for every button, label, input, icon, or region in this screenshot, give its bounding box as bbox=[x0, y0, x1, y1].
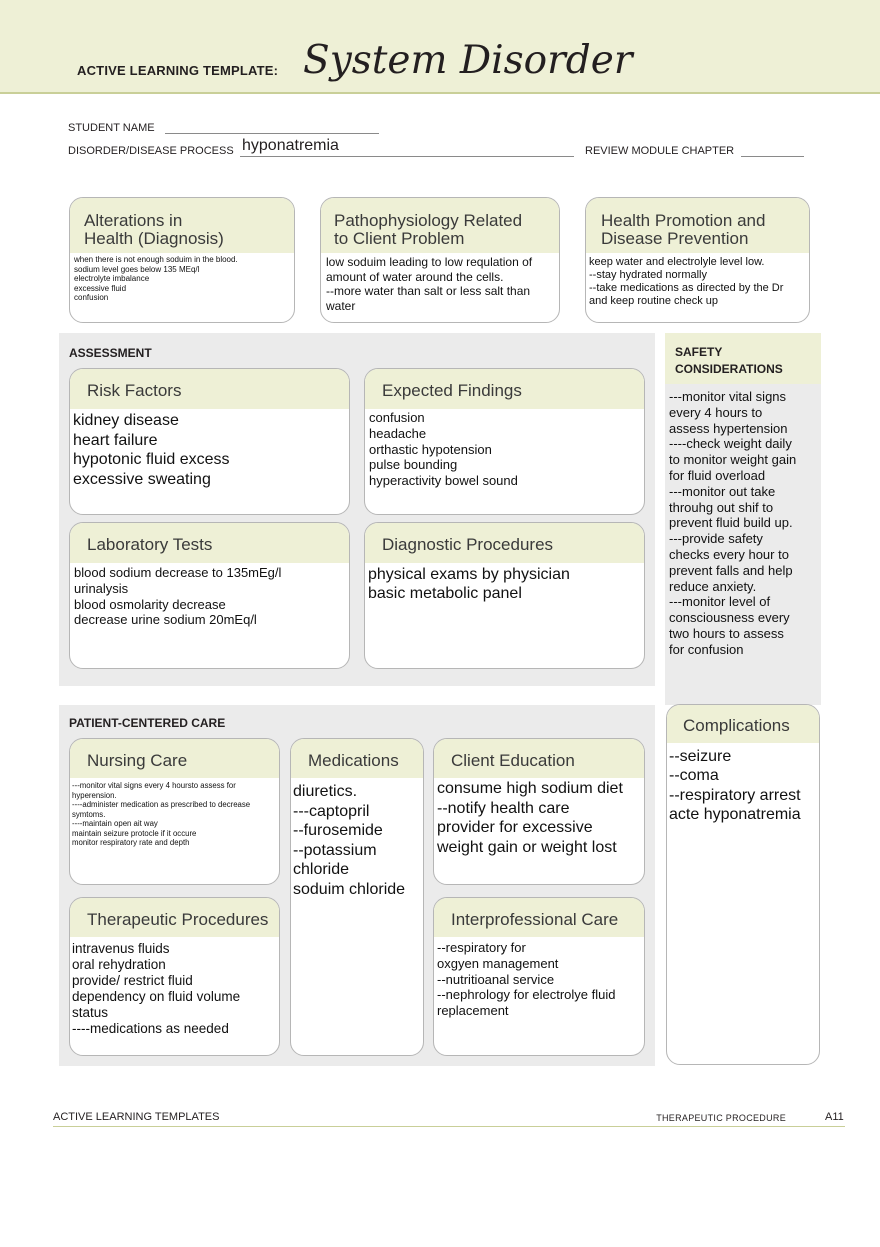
interprofessional-care-text[interactable]: --respiratory for oxgyen management --nutritioanal service --nephrology for electrolye fluid replacement bbox=[437, 940, 616, 1019]
risk-factors-text[interactable]: kidney disease heart failure hypotonic fluid excess excessive sweating bbox=[73, 412, 230, 488]
expected-findings-text[interactable]: confusion headache orthastic hypotension pulse bounding hyperactivity bowel sound bbox=[369, 410, 518, 489]
client-education-title: Client Education bbox=[434, 739, 644, 778]
diagnostic-procedures-text[interactable]: physical exams by physician basic metabolic panel bbox=[368, 566, 570, 602]
assessment-heading: ASSESSMENT bbox=[69, 346, 152, 360]
medications-title: Medications bbox=[291, 739, 423, 778]
header-divider bbox=[0, 92, 880, 94]
medications-box bbox=[290, 738, 424, 1056]
alterations-text[interactable]: when there is not enough soduim in the blood. sodium level goes below 135 MEq/l electrolyte imbalance excessive fluid confusion bbox=[74, 255, 238, 302]
patient-centered-care-heading: PATIENT-CENTERED CARE bbox=[69, 716, 226, 730]
complications-box bbox=[666, 704, 820, 1065]
review-module-line bbox=[741, 156, 804, 157]
disorder-field[interactable]: hyponatremia bbox=[242, 137, 339, 154]
footer-section-label: THERAPEUTIC PROCEDURE bbox=[656, 1113, 786, 1123]
client-education-text[interactable]: consume high sodium diet --notify health care provider for excessive weight gain or weight lost bbox=[437, 780, 623, 856]
alterations-in-health-box bbox=[69, 197, 295, 323]
nursing-care-title: Nursing Care bbox=[70, 739, 279, 778]
disorder-line bbox=[240, 156, 574, 157]
laboratory-tests-text[interactable]: blood sodium decrease to 135mEg/l urinalysis blood osmolarity decrease decrease urine sodium 20mEq/l bbox=[74, 565, 282, 628]
laboratory-tests-box bbox=[69, 522, 350, 669]
expected-findings-box bbox=[364, 368, 645, 515]
therapeutic-procedures-text[interactable]: intravenus fluids oral rehydration provide/ restrict fluid dependency on fluid volume status ----medications as needed bbox=[72, 941, 241, 1036]
interprofessional-care-title: Interprofessional Care bbox=[434, 898, 644, 937]
laboratory-tests-title: Laboratory Tests bbox=[70, 523, 349, 563]
pathophysiology-title: Pathophysiology Related to Client Problem bbox=[321, 198, 559, 253]
client-education-box bbox=[433, 738, 645, 885]
student-name-label: STUDENT NAME bbox=[68, 122, 155, 134]
template-label: ACTIVE LEARNING TEMPLATE: bbox=[77, 63, 279, 78]
medications-text[interactable]: diuretics. ---captopril --furosemide --potassium chloride soduim chloride bbox=[293, 783, 406, 898]
diagnostic-procedures-title: Diagnostic Procedures bbox=[365, 523, 644, 563]
risk-factors-box bbox=[69, 368, 350, 515]
risk-factors-title: Risk Factors bbox=[70, 369, 349, 409]
complications-text[interactable]: --seizure --coma --respiratory arrest acte hyponatremia bbox=[669, 748, 801, 823]
disorder-label: DISORDER/DISEASE PROCESS bbox=[68, 145, 234, 157]
page-title: System Disorder bbox=[303, 38, 633, 83]
review-module-label: REVIEW MODULE CHAPTER bbox=[585, 145, 735, 157]
complications-title: Complications bbox=[667, 705, 819, 743]
footer-page-number: A11 bbox=[825, 1111, 844, 1123]
footer-left-label: ACTIVE LEARNING TEMPLATES bbox=[53, 1111, 220, 1123]
diagnostic-procedures-box bbox=[364, 522, 645, 669]
therapeutic-procedures-title: Therapeutic Procedures bbox=[70, 898, 279, 937]
pathophysiology-text[interactable]: low soduim leading to low requlation of amount of water around the cells. --more water than salt or less salt than water bbox=[326, 255, 533, 313]
health-promotion-text[interactable]: keep water and electrolyle level low. --stay hydrated normally --take medications as directed by the Dr and keep routine check up bbox=[589, 256, 784, 307]
interprofessional-care-box bbox=[433, 897, 645, 1056]
expected-findings-title: Expected Findings bbox=[365, 369, 644, 409]
nursing-care-text[interactable]: ---monitor vital signs every 4 hoursto assess for hyperension. ----administer medication as prescribed to decrease symtoms. ----maintain open ait way maintain seizure protocle if it occure monitor respiratory rate and depth bbox=[72, 781, 251, 847]
alterations-title: Alterations in Health (Diagnosis) bbox=[70, 198, 294, 253]
nursing-care-box bbox=[69, 738, 280, 885]
safety-heading: SAFETY CONSIDERATIONS bbox=[665, 333, 821, 384]
therapeutic-procedures-box bbox=[69, 897, 280, 1056]
health-promotion-box bbox=[585, 197, 810, 323]
student-name-line bbox=[165, 133, 379, 134]
footer-divider bbox=[53, 1126, 845, 1127]
safety-text[interactable]: ---monitor vital signs every 4 hours to assess hypertension ----check weight daily to monitor weight gain for fluid overload ---monitor out take throuhg out shif to prevent fluid build up. ---provide safety checks every hour to prevent falls and help reduce anxiety. ---monitor level of consciousness every two hours to assess for confusion bbox=[669, 389, 797, 657]
pathophysiology-box bbox=[320, 197, 560, 323]
health-promotion-title: Health Promotion and Disease Prevention bbox=[586, 198, 809, 253]
